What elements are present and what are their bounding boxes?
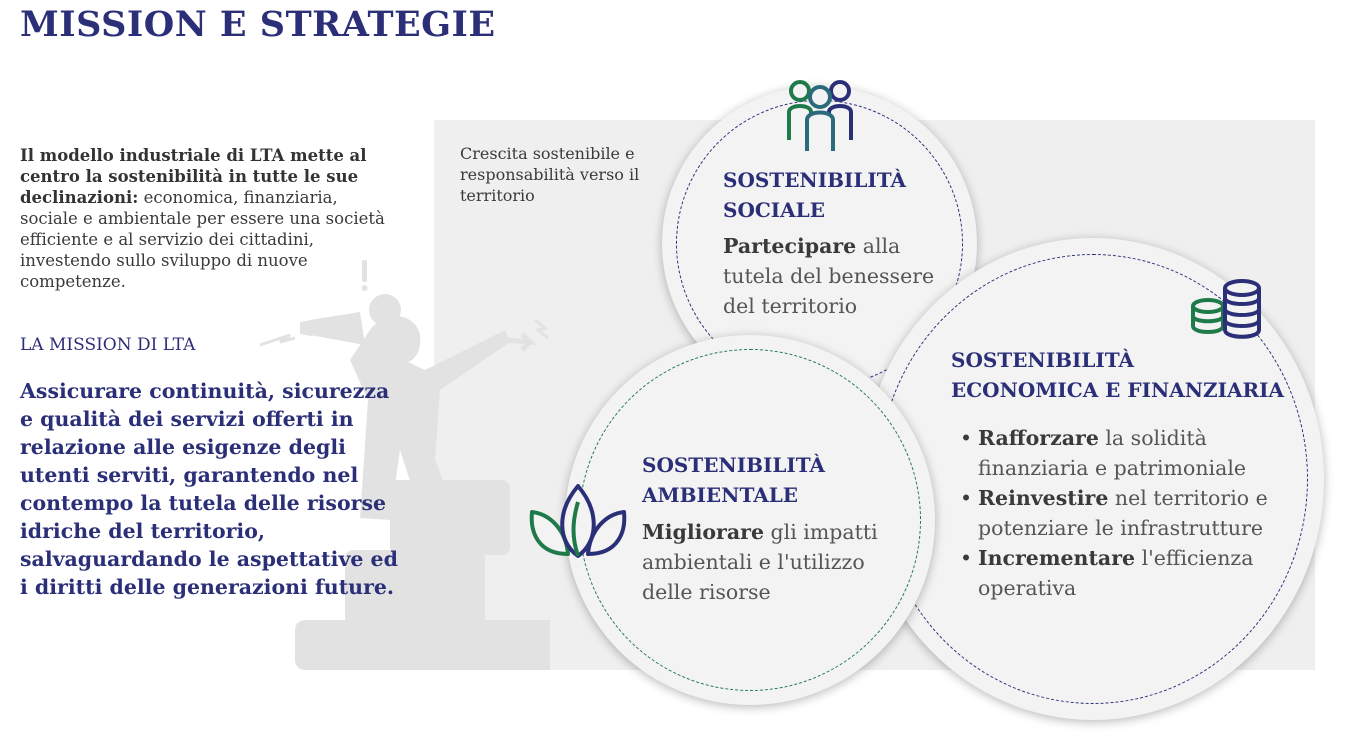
economic-item-rest: nel territorio e potenziare le infrastrutture xyxy=(978,486,1268,540)
economic-list xyxy=(958,423,1268,603)
people-icon xyxy=(785,78,855,154)
economic-list-item xyxy=(958,483,1268,543)
economic-list-item xyxy=(958,543,1268,603)
economic-list-item xyxy=(958,423,1268,483)
environmental-body-bold: Migliorare xyxy=(642,520,764,544)
social-title-line1: SOSTENIBILITÀ xyxy=(723,168,907,192)
social-body-rest: alla tutela del benessere del territorio xyxy=(723,234,935,318)
economic-title-line1: SOSTENIBILITÀ xyxy=(951,348,1135,372)
economic-title-line2: ECONOMICA E FINANZIARIA xyxy=(951,378,1284,402)
economic-item-bold: Incrementare xyxy=(978,546,1136,570)
environmental-title xyxy=(642,450,825,510)
coins-icon xyxy=(1189,278,1265,342)
social-body-bold: Partecipare xyxy=(723,234,857,258)
social-body xyxy=(723,231,943,321)
social-title-line2: SOCIALE xyxy=(723,198,825,222)
intro-rest: economica, finanziaria, sociale e ambientale per essere una società efficiente e al servizio dei cittadini, investendo sullo sviluppo di nuove competenze. xyxy=(20,188,385,291)
panel-caption: Crescita sostenibile e responsabilità verso il territorio xyxy=(460,144,640,205)
environmental-body-rest: gli impatti ambientali e l'utilizzo delle risorse xyxy=(642,520,878,604)
intro-bold: Il modello industriale di LTA mette al centro la sostenibilità in tutte le sue declinazioni: xyxy=(20,146,367,207)
environmental-title-line1: SOSTENIBILITÀ xyxy=(642,453,826,477)
economic-item-bold: Rafforzare xyxy=(978,426,1099,450)
mission-label: LA MISSION DI LTA xyxy=(20,335,196,355)
social-title xyxy=(723,165,906,225)
environmental-title-line2: AMBIENTALE xyxy=(642,483,799,507)
economic-item-rest: la solidità finanziaria e patrimoniale xyxy=(978,426,1247,480)
economic-title xyxy=(951,345,1284,405)
leaf-icon xyxy=(528,482,628,560)
page-title: MISSION E STRATEGIE xyxy=(20,4,496,45)
mission-text: Assicurare continuità, sicurezza e qualità dei servizi offerti in relazione alle esigenze degli utenti serviti, garantendo nel contempo la tutela delle risorse idriche del territorio, salvaguardando le aspettative ed i diritti delle generazioni future. xyxy=(20,379,398,599)
economic-item-bold: Reinvestire xyxy=(978,486,1109,510)
economic-item-rest: l'efficienza operativa xyxy=(978,546,1254,600)
environmental-body xyxy=(642,517,882,607)
